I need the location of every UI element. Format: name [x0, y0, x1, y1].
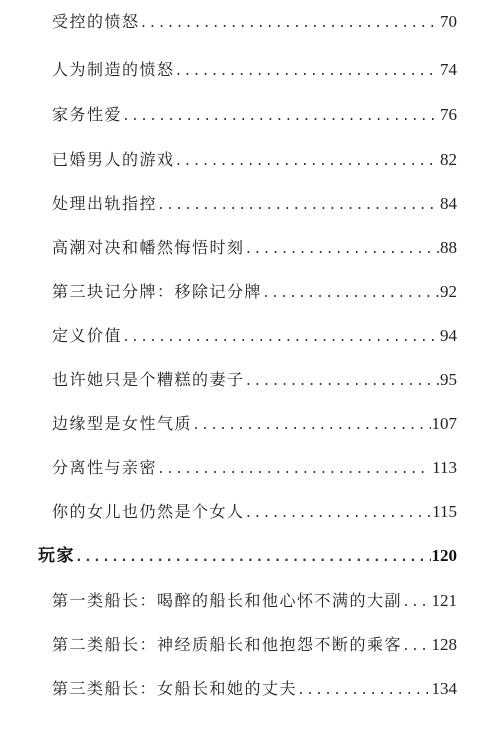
toc-entry[interactable] — [52, 325, 457, 347]
toc-entry-page: 134 — [431, 679, 457, 698]
dot-leader — [175, 61, 439, 81]
toc-entry-page: 76 — [440, 105, 457, 124]
dot-leader — [402, 592, 430, 612]
toc-entry[interactable] — [52, 413, 457, 435]
toc-entry[interactable] — [52, 149, 457, 171]
toc-entry[interactable] — [52, 281, 457, 303]
dot-leader — [262, 283, 439, 303]
toc-entry[interactable] — [52, 59, 457, 81]
toc-entry-page: 107 — [431, 414, 457, 433]
toc-entry-title: 家务性爱 — [52, 105, 123, 124]
toc-entry-page: 88 — [440, 238, 457, 257]
dot-leader — [192, 415, 430, 435]
toc-entry-title: 高潮对决和幡然悔悟时刻 — [52, 238, 245, 257]
toc-entry-title: 分离性与亲密 — [52, 458, 158, 477]
toc-entry-page: 74 — [440, 60, 457, 79]
toc-entry[interactable] — [52, 237, 457, 259]
toc-entry-page: 113 — [432, 458, 457, 477]
dot-leader — [245, 371, 439, 391]
toc-entry[interactable] — [52, 193, 457, 215]
toc-entry[interactable] — [52, 369, 457, 391]
toc-part-title: 玩家 — [38, 546, 75, 566]
toc-entry-title: 第三类船长：女船长和她的丈夫 — [52, 679, 298, 698]
dot-leader — [75, 547, 431, 567]
dot-leader — [175, 151, 439, 171]
toc-entry-title: 受控的愤怒 — [52, 12, 140, 31]
toc-entry[interactable] — [52, 11, 457, 33]
toc-entry-page: 94 — [440, 326, 457, 345]
toc-part-entry[interactable] — [38, 545, 457, 567]
toc-entry-page: 115 — [432, 502, 457, 521]
toc-entry[interactable] — [52, 104, 457, 126]
toc-entry-page: 95 — [440, 370, 457, 389]
toc-entry-title: 处理出轨指控 — [52, 194, 158, 213]
toc-entry[interactable] — [52, 678, 457, 700]
dot-leader — [245, 239, 439, 259]
toc-entry-title: 人为制造的愤怒 — [52, 60, 175, 79]
toc-entry-title: 第三块记分牌：移除记分牌 — [52, 282, 263, 301]
dot-leader — [122, 327, 439, 347]
toc-entry[interactable] — [52, 501, 457, 523]
toc-entry-title: 也许她只是个糟糕的妻子 — [52, 370, 245, 389]
toc-entry-title: 第一类船长：喝醉的船长和他心怀不满的大副 — [52, 591, 403, 610]
toc-entry-page: 70 — [440, 12, 457, 31]
toc-entry[interactable] — [52, 457, 457, 479]
dot-leader — [402, 636, 430, 656]
dot-leader — [140, 13, 439, 33]
toc-entry-title: 第二类船长：神经质船长和他抱怨不断的乘客 — [52, 635, 403, 654]
toc-entry-page: 82 — [440, 150, 457, 169]
toc-entry-page: 92 — [440, 282, 457, 301]
dot-leader — [157, 195, 439, 215]
toc-part-page: 120 — [431, 546, 457, 565]
toc-entry-page: 128 — [431, 635, 457, 654]
dot-leader — [245, 503, 432, 523]
toc-entry-title: 定义价值 — [52, 326, 123, 345]
dot-leader — [122, 106, 439, 126]
toc-entry[interactable] — [52, 590, 457, 612]
toc-entry-page: 121 — [431, 591, 457, 610]
toc-entry-title: 已婚男人的游戏 — [52, 150, 175, 169]
toc-entry-title: 边缘型是女性气质 — [52, 414, 193, 433]
toc-entry-title: 你的女儿也仍然是个女人 — [52, 502, 245, 521]
toc-entry-page: 84 — [440, 194, 457, 213]
dot-leader — [297, 680, 430, 700]
toc-entry[interactable] — [52, 634, 457, 656]
dot-leader — [157, 459, 431, 479]
